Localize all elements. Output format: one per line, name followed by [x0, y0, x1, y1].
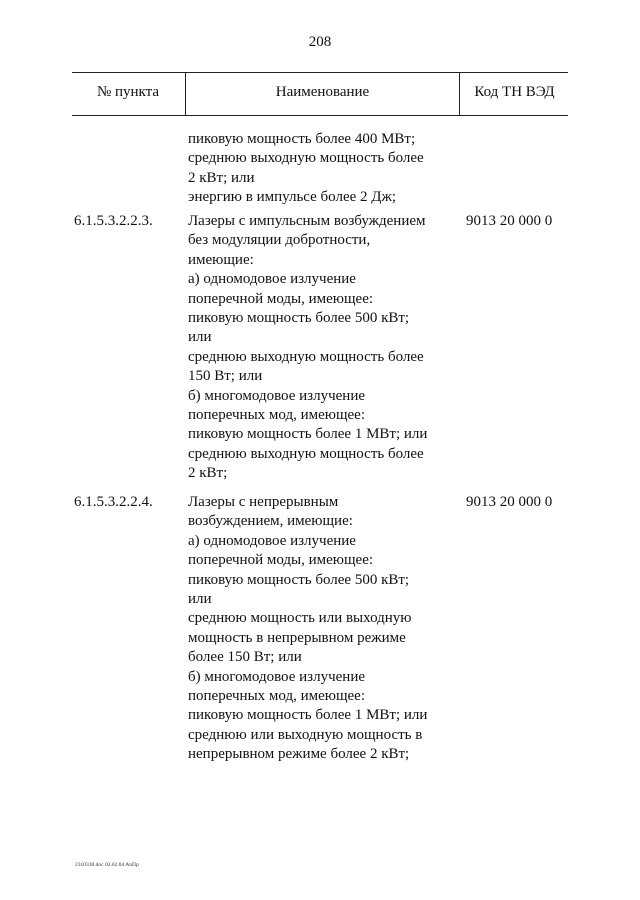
text-line: пиковую мощность более 1 МВт; или [188, 707, 428, 724]
item-description [188, 493, 463, 765]
table-header-divider-right [459, 72, 460, 116]
tn-ved-code: 9013 20 000 0 [466, 494, 553, 510]
text-line: пиковую мощность более 1 МВт; или [188, 426, 428, 443]
table-header-bottom-rule [72, 115, 568, 116]
text-line: среднюю выходную мощность более [188, 348, 424, 365]
text-line: более 150 Вт; или [188, 649, 302, 666]
text-line: поперечных мод, имеющее: [188, 407, 366, 424]
text-line: имеющие: [188, 251, 254, 268]
text-line: непрерывном режиме более 2 кВт; [188, 746, 410, 763]
continuation-text [188, 130, 463, 208]
text-line: поперечных мод, имеющее: [188, 688, 366, 705]
text-line: поперечной моды, имеющее: [188, 552, 374, 569]
item-number: 6.1.5.3.2.2.4. [74, 494, 153, 510]
text-line: возбуждением, имеющие: [188, 513, 353, 530]
text-line: пиковую мощность более 400 МВт; [188, 131, 416, 147]
text-line: Лазеры с импульсным возбуждением [188, 213, 426, 229]
text-line: мощность в непрерывном режиме [188, 629, 406, 646]
text-line: без модуляции добротности, [188, 232, 371, 249]
header-item-number: № пункта [96, 84, 160, 100]
text-line: или [188, 591, 212, 608]
header-code: Код ТН ВЭД [474, 84, 555, 100]
item-description [188, 212, 463, 484]
text-line: среднюю выходную мощность более [188, 445, 424, 462]
tn-ved-code: 9013 20 000 0 [466, 213, 553, 229]
header-name: Наименование [275, 84, 370, 100]
text-line: а) одномодовое излучение [188, 532, 356, 549]
text-line: энергию в импульсе более 2 Дж; [188, 189, 397, 206]
text-line: 150 Вт; или [188, 368, 263, 385]
text-line: пиковую мощность более 500 кВт; [188, 310, 410, 327]
text-line: или [188, 329, 212, 346]
item-number: 6.1.5.3.2.2.3. [74, 213, 153, 229]
text-line: среднюю мощность или выходную [188, 610, 412, 627]
text-line: поперечной моды, имеющее: [188, 290, 374, 307]
table-header-divider-left [185, 72, 186, 116]
text-line: пиковую мощность более 500 кВт; [188, 571, 410, 588]
text-line: б) многомодовое излучение [188, 668, 366, 685]
text-line: 2 кВт; или [188, 169, 255, 186]
text-line: б) многомодовое излучение [188, 387, 366, 404]
table-header-top-rule [72, 72, 568, 73]
text-line: а) одномодовое излучение [188, 271, 356, 288]
text-line: 2 кВт; [188, 465, 228, 482]
text-line: среднюю выходную мощность более [188, 150, 424, 167]
page-number: 208 [308, 34, 332, 50]
document-footer: 2310338.doc 02.02.04 AnПр [75, 862, 139, 868]
text-line: Лазеры с непрерывным [188, 494, 339, 510]
text-line: среднюю или выходную мощность в [188, 726, 423, 743]
